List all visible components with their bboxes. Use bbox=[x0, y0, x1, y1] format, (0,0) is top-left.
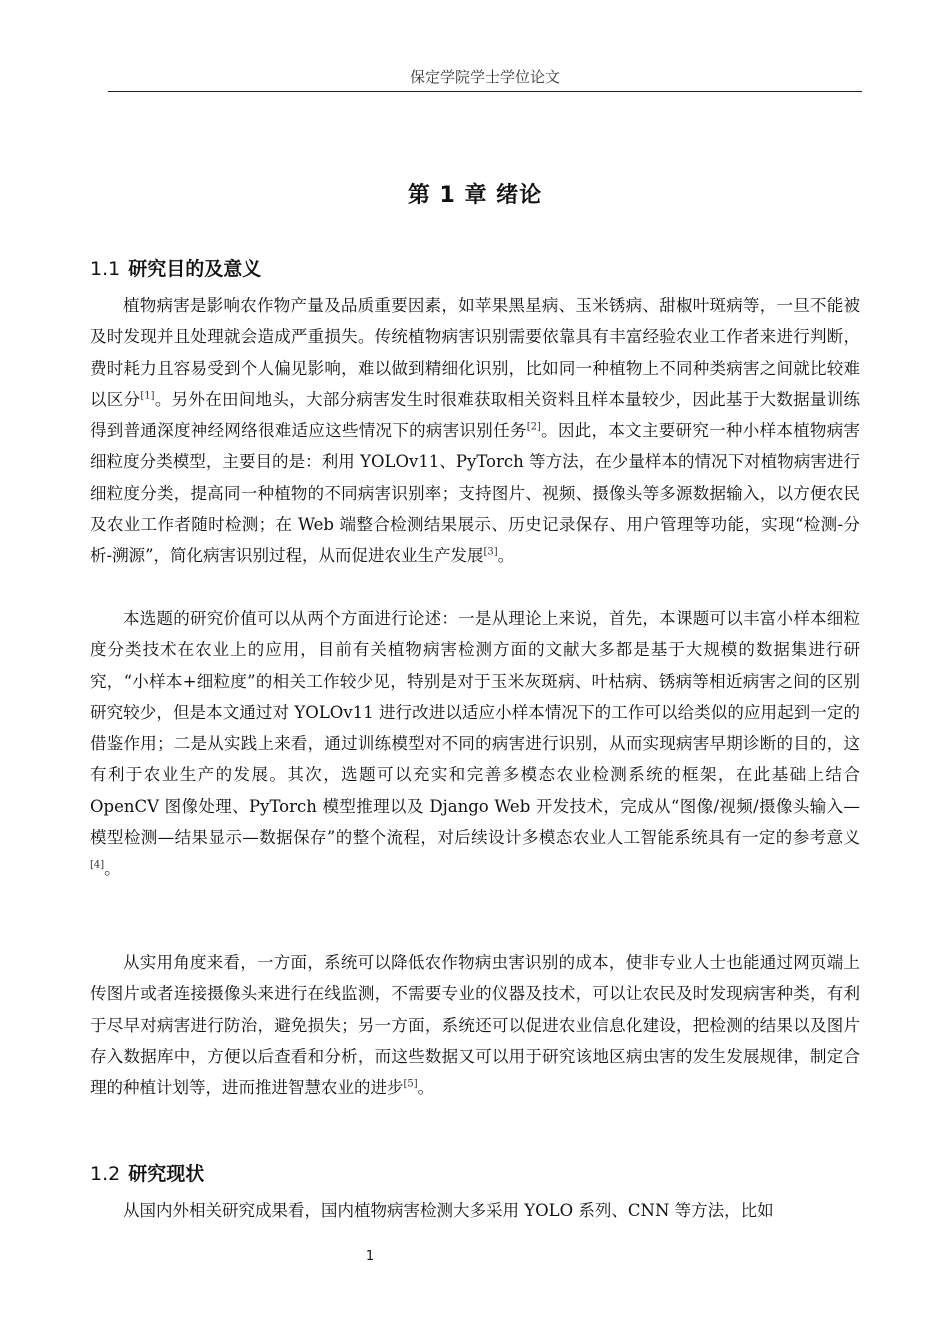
header-rule bbox=[108, 91, 862, 92]
citation: [5] bbox=[403, 1078, 418, 1090]
paragraph-2 bbox=[90, 603, 860, 885]
paragraph-text: 。 bbox=[417, 1078, 435, 1098]
paragraph-text: 。 bbox=[104, 859, 121, 879]
paragraph-1 bbox=[90, 290, 860, 572]
paragraph-text: 。另外在田间地头，大部分病害发生时很难获取相关资料且样本量较少，因此基于大数据量训练得到普通深度神经网络很难适应这些情况下的病害识别任务 bbox=[90, 389, 861, 441]
citation: [1] bbox=[140, 390, 155, 402]
section-number: 1.2 bbox=[90, 1163, 121, 1185]
page-number: 1 bbox=[365, 1249, 375, 1264]
section-heading-1-2 bbox=[90, 1159, 204, 1186]
paragraph-text: 。 bbox=[497, 546, 515, 566]
paragraph-3 bbox=[90, 947, 860, 1103]
paragraph-text: 从实用角度来看，一方面，系统可以降低农作物病虫害识别的成本，使非专业人士也能通过网页端上传图片或者连接摄像头来进行在线监测，不需要专业的仪器及技术，可以让农民及时发现病害种类，有利于尽早对病害进行防治，避免损失；另一方面，系统还可以促进农业信息化建设，把检测的结果以及图片存入数据库中，方便以后查看和分析，而这些数据又可以用于研究该地区病虫害的发生发展规律，制定合理的种植计划等，进而推进智慧农业的进步 bbox=[90, 953, 860, 1098]
section-heading-1-1 bbox=[90, 254, 261, 281]
chapter-title: 第 1 章 绪论 bbox=[407, 183, 543, 208]
section-number: 1.1 bbox=[90, 258, 121, 280]
section-title: 研究现状 bbox=[128, 1163, 205, 1185]
page-header: 保定学院学士学位论文 bbox=[409, 68, 560, 86]
citation: [4] bbox=[90, 859, 105, 871]
paragraph-text: 本选题的研究价值可以从两个方面进行论述：一是从理论上来说，首先，本课题可以丰富小样本细粒度分类技术在农业上的应用，目前有关植物病害检测方面的文献大多都是基于大规模的数据集进行研究，“小样本+细粒度”的相关工作较少见，特别是对于玉米灰斑病、叶枯病、锈病等相近病害之间的区别研究较少，但是本文通过对 YOLOv11 进行改进以适应小样本情况下的工作可以给类似的应用起到一定的借鉴作用；二是从实践上来看，通过训练模型对不同的病害进行识别，从而实现病害早期诊断的目的，这有利于农业生产的发展。其次，选题可以充实和完善多模态农业检测系统的框架，在此基础上结合 OpenCV 图像处理、PyTorch 模型推理以及 Django Web 开发技术，完成从“图像/视频/摄像头输入—模型检测—结果显示—数据保存”的整个流程，对后续设计多模态农业人工智能系统具有一定的参考意义 bbox=[90, 609, 860, 848]
paragraph-4 bbox=[90, 1195, 860, 1226]
section-title: 研究目的及意义 bbox=[128, 258, 262, 280]
citation: [2] bbox=[526, 421, 541, 433]
citation: [3] bbox=[483, 546, 498, 558]
paragraph-text: 从国内外相关研究成果看，国内植物病害检测大多采用 YOLO 系列、CNN 等方法，比如 bbox=[123, 1201, 774, 1220]
paragraph-text: 植物病害是影响农作物产量及品质重要因素，如苹果黑星病、玉米锈病、甜椒叶斑病等，一旦不能被及时发现并且处理就会造成严重损失。传统植物病害识别需要依靠具有丰富经验农业工作者来进行判断，费时耗力且容易受到个人偏见影响，难以做到精细化识别，比如同一种植物上不同种类病害之间就比较难以区分 bbox=[90, 296, 860, 409]
paragraph-text: 。因此，本文主要研究一种小样本植物病害细粒度分类模型，主要目的是：利用 YOLOv11、PyTorch 等方法，在少量样本的情况下对植物病害进行细粒度分类，提高同一种植物的不同病害识别率；支持图片、视频、摄像头等多源数据输入，以方便农民及农业工作者随时检测；在 Web 端整合检测结果展示、历史记录保存、用户管理等功能，实现“检测-分析-溯源”，简化病害识别过程，从而促进农业生产发展 bbox=[90, 421, 861, 566]
